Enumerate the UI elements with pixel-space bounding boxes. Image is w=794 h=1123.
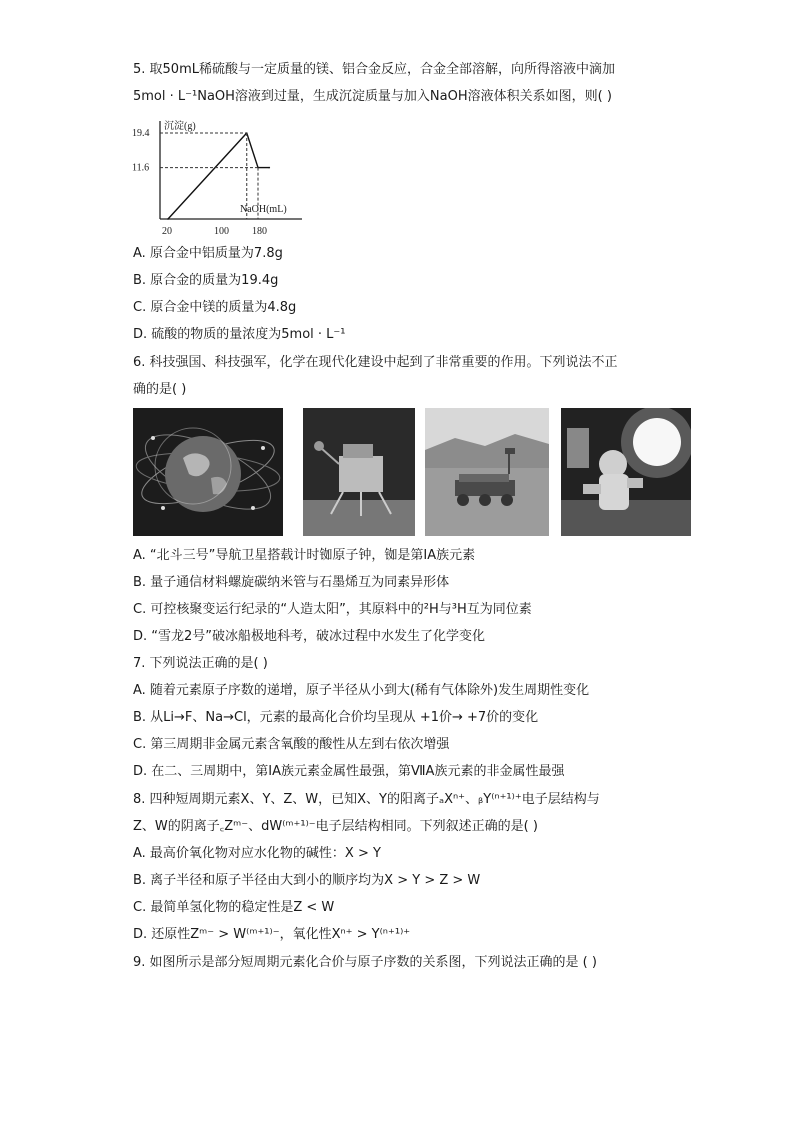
q8-stem-line2: Z、W的阴离子꜀Zᵐ⁻、dW⁽ᵐ⁺¹⁾⁻电子层结构相同。下列叙述正确的是( )	[133, 819, 538, 834]
y-tick-19-4: 19.4	[132, 128, 150, 139]
q8-option-d: D. 还原性Zᵐ⁻ > W⁽ᵐ⁺¹⁾⁻，氧化性Xⁿ⁺ > Y⁽ⁿ⁺¹⁾⁺	[133, 927, 411, 942]
data-point	[167, 218, 169, 220]
satellite-earth-photo	[133, 408, 283, 536]
q7-stem: 7. 下列说法正确的是( )	[133, 656, 268, 671]
q8-option-a: A. 最高价氧化物对应水化物的碱性：X > Y	[133, 846, 381, 861]
q6-stem-line1: 6. 科技强国、科技强军，化学在现代化建设中起到了非常重要的作用。下列说法不正	[133, 355, 618, 370]
q5-stem-line1: 5. 取50mL稀硫酸与一定质量的镁、铝合金反应，合金全部溶解，向所得溶液中滴加	[133, 62, 615, 77]
q9-stem: 9. 如图所示是部分短周期元素化合价与原子序数的关系图，下列说法正确的是 ( )	[133, 955, 597, 970]
q6-option-b: B. 量子通信材料螺旋碳纳米管与石墨烯互为同素异形体	[133, 575, 450, 590]
q6-stem-line2: 确的是( )	[133, 382, 187, 397]
q6-option-c: C. 可控核聚变运行纪录的“人造太阳”，其原料中的²H与³H互为同位素	[133, 602, 532, 617]
q5-option-c: C. 原合金中镁的质量为4.8g	[133, 300, 297, 315]
x-tick-100: 100	[214, 226, 229, 237]
q5-option-b: B. 原合金的质量为19.4g	[133, 273, 279, 288]
data-point	[268, 167, 270, 169]
mars-rover-photo	[425, 408, 549, 536]
q7-option-b: B. 从Li→F、Na→Cl，元素的最高化合价均呈现从 +1价→ +7价的变化	[133, 710, 539, 725]
q6-option-a: A. “北斗三号”导航卫星搭载计时铷原子钟，铷是第ⅠA族元素	[133, 548, 476, 563]
y-axis-label: 沉淀(g)	[164, 121, 196, 132]
q8-option-b: B. 离子半径和原子半径由大到小的顺序均为X > Y > Z > W	[133, 873, 481, 888]
q6-option-d: D. “雪龙2号”破冰船极地科考，破冰过程中水发生了化学变化	[133, 629, 486, 644]
series-segment	[247, 133, 258, 168]
x-tick-180: 180	[252, 226, 267, 237]
q5-option-a: A. 原合金中铝质量为7.8g	[133, 246, 283, 261]
photo-strip	[133, 408, 691, 536]
lunar-lander-photo	[303, 408, 415, 536]
astronaut-photo	[561, 408, 691, 536]
q8-option-c: C. 最简单氢化物的稳定性是Z < W	[133, 900, 335, 915]
q5-stem-line2: 5mol · L⁻¹NaOH溶液到过量，生成沉淀质量与加入NaOH溶液体积关系如图，则( )	[133, 89, 612, 104]
q8-stem-line1: 8. 四种短周期元素X、Y、Z、W，已知X、Y的阳离子ₐXⁿ⁺、ᵦY⁽ⁿ⁺¹⁾⁺电子层结构与	[133, 792, 600, 807]
q5-option-d: D. 硫酸的物质的量浓度为5mol · L⁻¹	[133, 327, 346, 342]
series-segment	[168, 133, 247, 219]
q7-option-c: C. 第三周期非金属元素含氧酸的酸性从左到右依次增强	[133, 737, 450, 752]
x-axis-label: NaOH(mL)	[240, 204, 287, 215]
precipitate-volume-chart	[130, 113, 310, 241]
q7-option-d: D. 在二、三周期中，第ⅠA族元素金属性最强，第ⅦA族元素的非金属性最强	[133, 764, 565, 779]
y-tick-11-6: 11.6	[132, 162, 150, 174]
x-tick-20: 20	[162, 226, 172, 237]
q7-option-a: A. 随着元素原子序数的递增，原子半径从小到大(稀有气体除外)发生周期性变化	[133, 683, 590, 698]
